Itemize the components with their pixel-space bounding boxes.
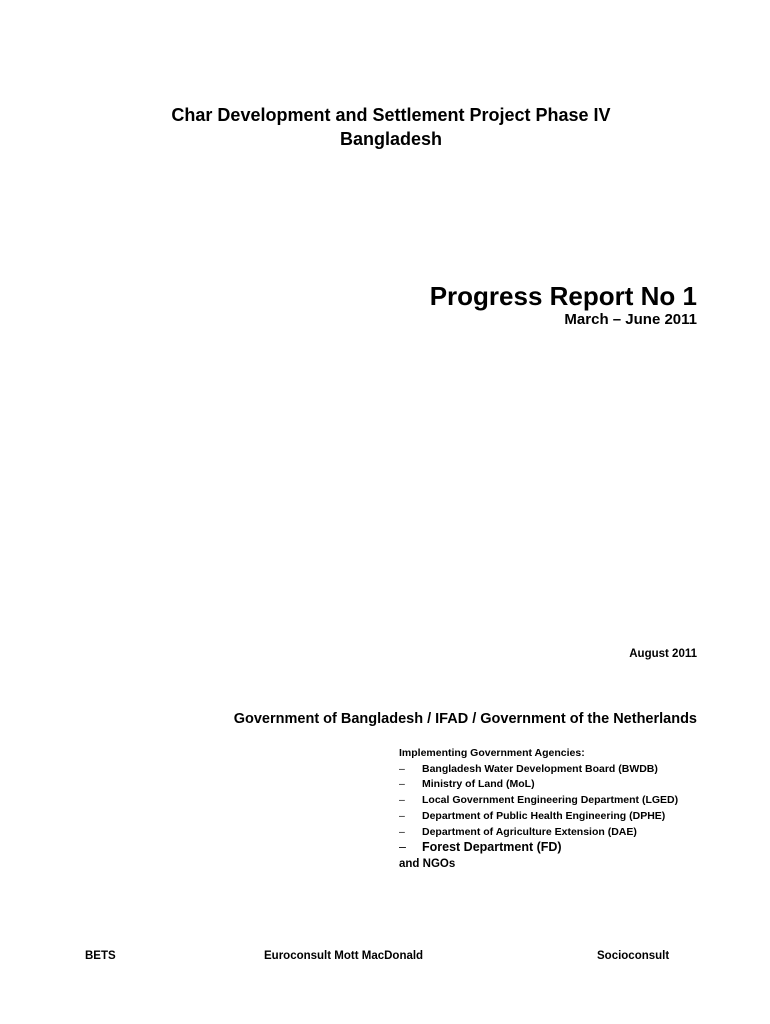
agency-item — [399, 840, 709, 856]
agency-label: Bangladesh Water Development Board (BWDB) — [422, 762, 658, 775]
dash-bullet: – — [399, 794, 405, 807]
agency-label: Forest Department (FD) — [422, 840, 562, 855]
implementing-agencies — [399, 746, 709, 873]
agency-label: Department of Public Health Engineering (DPHE) — [422, 809, 666, 822]
report-date: August 2011 — [629, 648, 697, 660]
agencies-tail: and NGOs — [399, 857, 456, 870]
funders-line: Government of Bangladesh / IFAD / Government of the Netherlands — [233, 711, 697, 727]
dash-bullet: – — [399, 825, 405, 838]
dash-bullet: – — [399, 840, 406, 855]
dash-bullet: – — [399, 778, 405, 791]
footer-socioconsult: Socioconsult — [597, 950, 670, 962]
project-title-line2: Bangladesh — [339, 129, 443, 149]
agency-item — [399, 809, 709, 825]
project-title — [0, 103, 770, 151]
agency-item — [399, 793, 709, 809]
dash-bullet: – — [399, 809, 405, 822]
agency-item — [399, 777, 709, 793]
report-title: Progress Report No 1 — [429, 281, 697, 311]
agency-item — [399, 762, 709, 778]
project-title-line1: Char Development and Settlement Project Phase IV — [171, 105, 611, 125]
agency-item — [399, 825, 709, 841]
report-period: March – June 2011 — [564, 311, 697, 328]
dash-bullet: – — [399, 762, 405, 775]
agencies-heading: Implementing Government Agencies: — [399, 747, 585, 759]
footer-euroconsult: Euroconsult Mott MacDonald — [264, 950, 424, 962]
agency-label: Department of Agriculture Extension (DAE) — [422, 825, 637, 838]
footer-bets: BETS — [85, 950, 116, 962]
agency-label: Local Government Engineering Department (LGED) — [422, 794, 679, 807]
agency-label: Ministry of Land (MoL) — [422, 778, 535, 791]
agencies-list — [399, 762, 709, 856]
